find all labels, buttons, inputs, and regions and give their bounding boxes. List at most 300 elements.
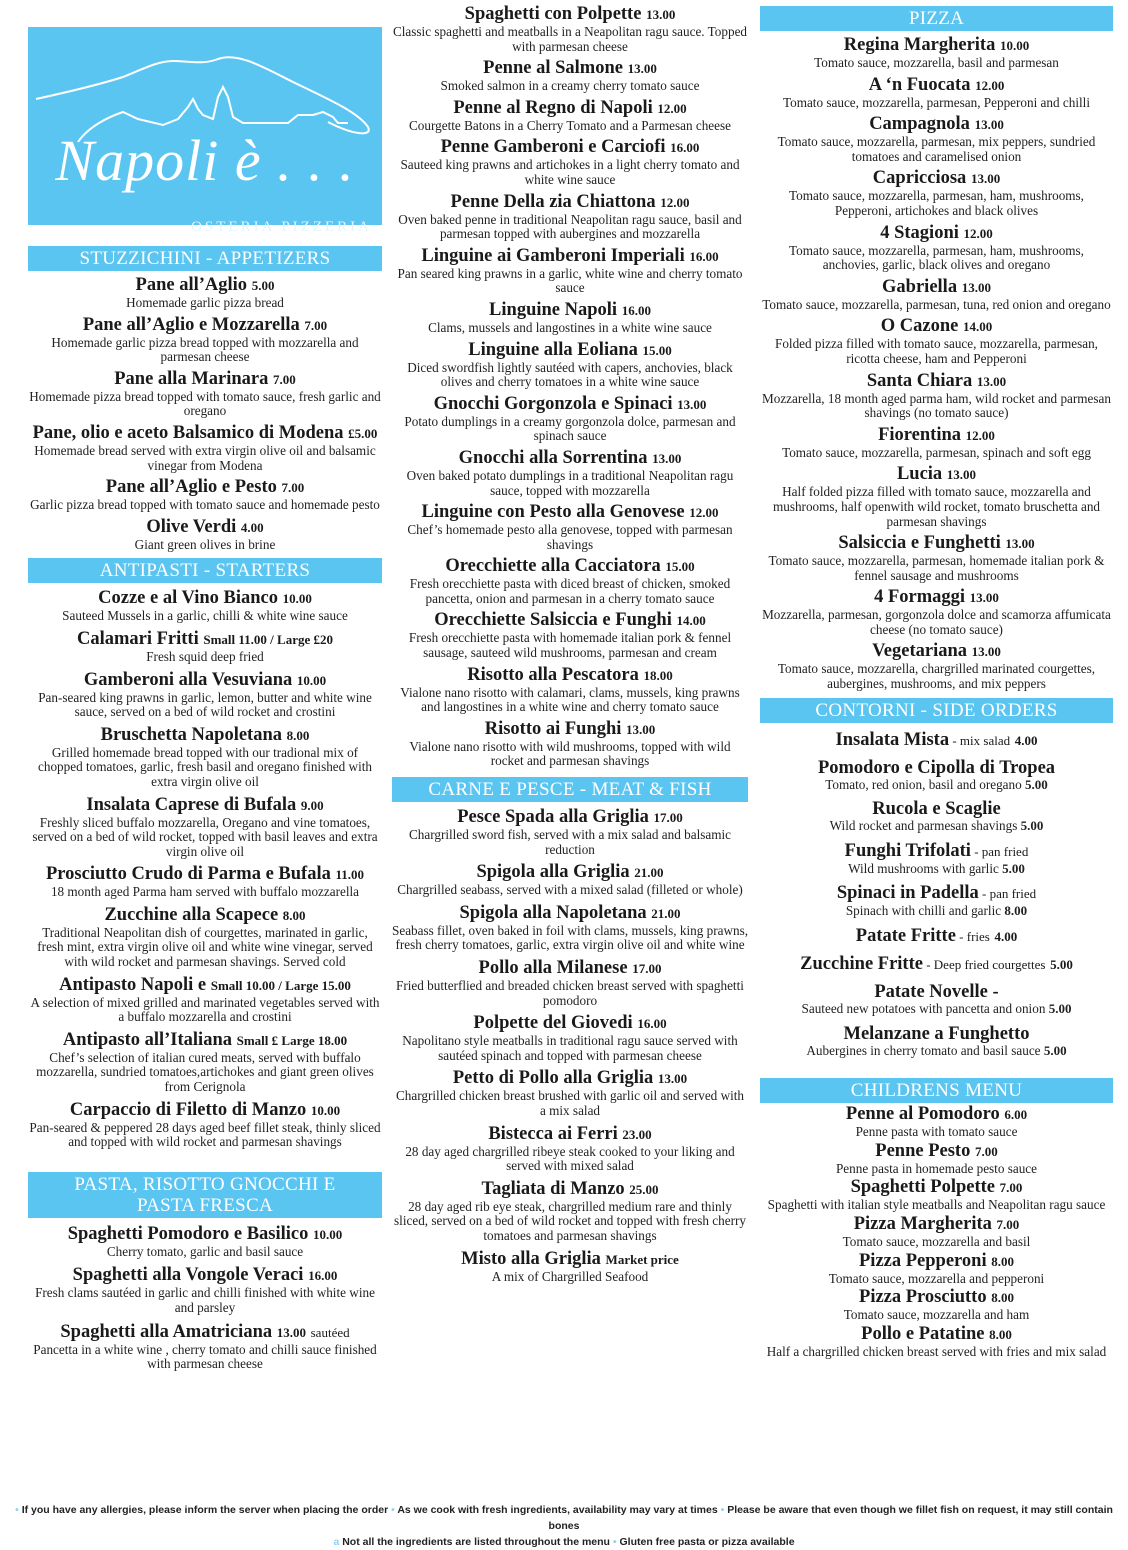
menu-item-title xyxy=(760,758,1113,778)
menu-item-title xyxy=(760,168,1113,189)
dish-name: 4 Stagioni xyxy=(880,222,959,243)
dish-price: 13.00 xyxy=(276,1324,306,1340)
menu-item-title xyxy=(392,98,748,119)
dish-price: 16.00 xyxy=(689,248,719,264)
dish-name: Risotto ai Funghi xyxy=(484,718,622,739)
menu-item xyxy=(28,725,382,790)
dish-description: Cherry tomato, garlic and basil sauce xyxy=(106,1243,304,1259)
dish-name: Penne al Pomodoro xyxy=(845,1104,1000,1125)
dish-extra: sautéed xyxy=(310,1324,350,1340)
dish-description: Smoked salmon in a creamy cherry tomato sauce xyxy=(440,78,700,94)
menu-item-title xyxy=(392,300,748,321)
dish-name: Linguine con Pesto alla Genovese xyxy=(421,502,685,523)
menu-item-title xyxy=(760,641,1113,662)
menu-item xyxy=(392,903,748,953)
section-header-starters: ANTIPASTI - STARTERS xyxy=(28,558,382,583)
menu-item xyxy=(760,982,1113,1017)
menu-item-title xyxy=(28,975,382,996)
dish-name: A ‘n Fuocata xyxy=(868,74,971,95)
dish-price: Small £ Large 18.00 xyxy=(236,1032,348,1048)
section-header-pizza: PIZZA xyxy=(760,6,1113,31)
menu-item-title xyxy=(392,610,748,631)
menu-item xyxy=(760,758,1113,793)
dish-description: Chef’s selection of italian cured meats, served with buffalo mozzarella, sundried tomatoes,artichokes and giant green olives from Cerignola xyxy=(36,1049,374,1095)
menu-item xyxy=(392,1013,748,1063)
dish-description: Pan-seared & peppered 28 days aged beef fillet steak, thinly sliced and topped with wild rocket and parmesan shavings xyxy=(29,1119,381,1150)
section-header-children: CHILDRENS MENU xyxy=(760,1078,1113,1103)
menu-item xyxy=(760,371,1113,421)
menu-item xyxy=(760,533,1113,583)
dish-name: Pane all’Aglio xyxy=(135,275,248,295)
dish-price: 13.00 xyxy=(946,467,977,483)
dish-name: Campagnola xyxy=(869,114,970,135)
menu-item xyxy=(392,1124,748,1174)
dish-description: Pancetta in a white wine , cherry tomato and chilli sauce finished with parmesan cheese xyxy=(33,1341,377,1372)
dish-description: 28 day aged chargrilled ribeye steak cooked to your liking and served with mixed salad xyxy=(405,1143,735,1174)
dish-price: 10.00 xyxy=(999,38,1030,53)
dish-description: Tomato sauce, mozzarella, parmesan, homemade italian pork & fennel sausage and mushrooms xyxy=(768,553,1105,583)
dish-description: Homemade bread served with extra virgin olive oil and balsamic vinegar from Modena xyxy=(34,442,376,473)
menu-item-title xyxy=(28,275,382,296)
dish-name: Prosciutto Crudo di Parma e Bufala xyxy=(45,864,331,885)
menu-item xyxy=(28,975,382,1025)
dish-price: 16.00 xyxy=(670,140,700,156)
dish-price: 4.00 xyxy=(994,929,1018,945)
dish-description: Seabass fillet, oven baked in foil with clams, mussels, king prawns, fresh cherry tomatoes, garlic, extra virgin olive oil and white wine xyxy=(392,922,749,953)
dish-name: Patate Novelle - xyxy=(874,982,999,1003)
pasta-header-line2: PASTA FRESCA xyxy=(136,1194,274,1216)
dish-description: Half a chargrilled chicken breast served with fries and mix salad xyxy=(766,1343,1107,1359)
dish-price: 5.00 xyxy=(1050,957,1073,973)
dish-name: Regina Margherita xyxy=(843,35,996,55)
dish-price: 8.00 xyxy=(989,1326,1012,1342)
vesuvius-skyline-icon xyxy=(28,27,382,225)
appetizers-list xyxy=(28,275,382,552)
dish-name: Orecchiette alla Cacciatora xyxy=(445,556,661,577)
dish-description: Tomato sauce, mozzarella and ham xyxy=(843,1307,1030,1323)
menu-item-title xyxy=(392,394,748,415)
dish-description: Tomato sauce, mozzarella, parmesan, ham, mushrooms, anchovies, garlic, black olives and oregano xyxy=(789,242,1084,273)
menu-item xyxy=(760,277,1113,313)
dish-name: Antipasto Napoli e xyxy=(59,974,207,995)
menu-item xyxy=(392,58,748,94)
dish-name: Polpette del Giovedi xyxy=(473,1013,633,1034)
dish-price: 13.00 xyxy=(974,117,1004,133)
dish-price: 21.00 xyxy=(634,865,664,881)
dish-price: 7.00 xyxy=(281,480,305,496)
dish-price: £5.00 xyxy=(348,425,378,441)
dish-price: 12.00 xyxy=(660,194,690,210)
dish-note: - fries xyxy=(955,929,990,945)
dish-description: Folded pizza filled with tomato sauce, mozzarella, parmesan, ricotta cheese, ham and Pepperoni xyxy=(775,336,1098,366)
dish-name: Linguine Napoli xyxy=(489,299,618,320)
dish-description: Giant green olives in brine xyxy=(134,536,276,552)
dish-price: 23.00 xyxy=(622,1126,652,1142)
dish-name: Pane, olio e aceto Balsamico di Modena xyxy=(32,422,344,443)
dish-price: 13.00 xyxy=(971,644,1001,660)
section-header-appetizers: STUZZICHINI - APPETIZERS xyxy=(28,246,382,271)
menu-column-middle xyxy=(392,0,748,1284)
dish-name: Spigola alla Napoletana xyxy=(459,902,647,923)
menu-item-title xyxy=(760,223,1113,244)
dish-name: Penne al Regno di Napoli xyxy=(453,97,653,118)
dish-name: Petto di Pollo alla Griglia xyxy=(452,1068,654,1089)
menu-item xyxy=(760,587,1113,637)
menu-item xyxy=(28,1030,382,1095)
dish-description: Fresh clams sautéed in garlic and chilli finished with white wine and parsley xyxy=(35,1285,375,1315)
menu-item-title xyxy=(392,340,748,361)
dish-name: Lucia xyxy=(896,464,943,485)
menu-item-title xyxy=(392,1179,748,1200)
dish-name: Linguine alla Eoliana xyxy=(468,339,638,360)
menu-item-title xyxy=(392,246,748,267)
menu-item-title xyxy=(760,730,1113,751)
menu-item-title xyxy=(28,423,382,444)
menu-item xyxy=(392,300,748,336)
menu-item-title xyxy=(392,719,748,740)
pasta-list-part1 xyxy=(28,1224,382,1372)
dish-description: Penne pasta in homemade pesto sauce xyxy=(835,1160,1038,1176)
dish-price: 5.00 xyxy=(251,278,275,293)
menu-item-title xyxy=(760,1287,1113,1308)
menu-item xyxy=(392,1179,748,1244)
menu-item-title xyxy=(392,665,748,686)
dish-price: 7.00 xyxy=(304,317,328,333)
menu-item xyxy=(760,1177,1113,1213)
footer-note: As we cook with fresh ingredients, availability may vary at times xyxy=(397,1504,718,1516)
menu-item xyxy=(760,1251,1113,1287)
menu-item xyxy=(760,1324,1113,1360)
menu-item xyxy=(760,799,1113,834)
dish-name: Penne Della zia Chiattona xyxy=(450,191,656,212)
menu-item-title xyxy=(28,477,382,498)
menu-item-title xyxy=(28,795,382,816)
menu-item xyxy=(760,1104,1113,1140)
dish-description: 18 month aged Parma ham served with buffalo mozzarella xyxy=(50,884,360,900)
menu-item xyxy=(760,35,1113,71)
dish-price: 25.00 xyxy=(629,1181,659,1197)
dish-description: Mozzarella, parmesan, gorgonzola dolce and scamorza affumicata cheese (no tomato sauce) xyxy=(762,607,1111,637)
menu-item-title xyxy=(392,1013,748,1034)
menu-item-title xyxy=(760,464,1113,485)
dish-price: Small 11.00 / Large £20 xyxy=(203,631,333,647)
dish-price: 12.00 xyxy=(689,505,719,521)
dish-description: Classic spaghetti and meatballs in a Neapolitan ragu sauce. Topped with parmesan cheese xyxy=(392,24,748,54)
dish-price: 5.00 xyxy=(1048,1001,1072,1017)
menu-item xyxy=(760,883,1113,919)
dish-name: Bistecca ai Ferri xyxy=(488,1123,618,1144)
menu-item xyxy=(392,448,748,498)
dish-price: 17.00 xyxy=(632,961,662,976)
dish-name: Pizza Margherita xyxy=(853,1214,992,1234)
dish-price: 7.00 xyxy=(974,1143,998,1159)
dish-name: Cozze e al Vino Bianco xyxy=(98,588,278,609)
menu-item xyxy=(392,556,748,606)
restaurant-name: Napoli è . . . xyxy=(55,128,355,193)
menu-item-title xyxy=(392,556,748,577)
menu-item-title xyxy=(28,1100,382,1121)
dish-price: 5.00 xyxy=(1025,776,1048,792)
menu-item-title xyxy=(28,369,382,390)
menu-item xyxy=(760,1287,1113,1323)
dish-description: Pan-seared king prawns in garlic, lemon, butter and white wine sauce, served on a bed of wild rocket and crostini xyxy=(38,689,372,720)
dish-price: 10.00 xyxy=(296,672,327,688)
menu-item-title xyxy=(760,1214,1113,1235)
menu-item xyxy=(392,394,748,444)
menu-item xyxy=(760,1214,1113,1250)
menu-item xyxy=(392,246,748,296)
dish-description: Tomato sauce, mozzarella, chargrilled marinated courgettes, aubergines, mushrooms, and mix peppers xyxy=(777,661,1096,692)
menu-item-title xyxy=(392,502,748,523)
dish-description: Fried butterflied and breaded chicken breast served with spaghetti pomodoro xyxy=(396,978,744,1008)
dish-price: 18.00 xyxy=(643,667,673,683)
menu-item xyxy=(28,864,382,900)
menu-item xyxy=(392,958,748,1008)
menu-item-title xyxy=(760,316,1113,337)
dish-note: - pan fried xyxy=(978,886,1037,902)
restaurant-subtitle: OSTERIA PIZZERIA xyxy=(191,219,372,235)
menu-item-title xyxy=(760,883,1113,904)
menu-item-title xyxy=(28,629,382,650)
dish-name: Salsiccia e Funghetti xyxy=(838,533,1001,554)
dish-price: 13.00 xyxy=(652,450,682,466)
dish-name: Rucola e Scaglie xyxy=(872,799,1001,820)
dish-description: Fresh squid deep fried xyxy=(146,648,264,664)
menu-item xyxy=(28,1100,382,1150)
dish-price: 8.00 xyxy=(282,907,306,923)
dish-description: Oven baked penne in traditional Neapolitan ragu sauce, basil and parmesan topped with aubergines and mozzarella xyxy=(398,211,742,242)
bullet-icon: • xyxy=(15,1504,19,1516)
dish-name: Spaghetti alla Amatriciana xyxy=(60,1321,273,1342)
menu-item xyxy=(28,315,382,365)
dish-name: Santa Chiara xyxy=(866,370,973,391)
dish-name: Penne Pesto xyxy=(875,1140,971,1161)
dish-name: Funghi Trifolati xyxy=(844,840,971,861)
dish-name: O Cazone xyxy=(880,316,959,337)
dish-name: Antipasto all’Italiana xyxy=(62,1029,232,1050)
footer-note: Not all the ingredients are listed throughout the menu xyxy=(342,1536,610,1548)
dish-price: 17.00 xyxy=(653,810,683,826)
menu-item-title xyxy=(760,1141,1113,1162)
dish-name: Pollo e Patatine xyxy=(861,1323,985,1344)
menu-item xyxy=(28,629,382,665)
dish-price: 13.00 xyxy=(976,373,1007,389)
dish-name: Patate Fritte xyxy=(855,926,956,947)
dish-description: Tomato sauce, mozzarella, parmesan, ham, mushrooms, Pepperoni, artichokes and black olives xyxy=(789,188,1084,218)
dish-price: 7.00 xyxy=(996,1217,1020,1232)
dish-price: 8.00 xyxy=(286,727,310,743)
dish-description: Napolitano style meatballs in traditional ragu sauce served with sautéed spinach and topped with parmesan cheese xyxy=(402,1033,738,1063)
dish-price: 15.00 xyxy=(642,342,672,358)
dish-description: Tomato, red onion, basil and oregano 5.00 xyxy=(825,776,1048,792)
dish-price: 16.00 xyxy=(308,1268,338,1284)
dish-price: 13.00 xyxy=(970,171,1001,187)
menu-item xyxy=(28,1322,382,1372)
dish-name: Penne Gamberoni e Carciofi xyxy=(440,137,666,158)
dish-name: Gnocchi Gorgonzola e Spinaci xyxy=(433,393,673,414)
dish-description: Vialone nano risotto with wild mushrooms, topped with wild rocket and parmesan shavings xyxy=(409,738,731,769)
menu-item-title xyxy=(760,1177,1113,1198)
dish-description: Chargrilled chicken breast brushed with garlic oil and served with a mix salad xyxy=(395,1088,745,1118)
menu-item-title xyxy=(760,926,1113,947)
menu-item xyxy=(392,1249,748,1285)
menu-item-title xyxy=(392,903,748,924)
menu-item xyxy=(392,340,748,390)
bullet-icon: • xyxy=(612,1536,617,1548)
dish-name: Calamari Fritti xyxy=(76,628,199,649)
dish-description: Diced swordfish lightly sautéed with capers, anchovies, black olives and cherry tomatoes in a white wine sauce xyxy=(407,359,733,390)
menu-item xyxy=(392,862,748,898)
menu-item-title xyxy=(28,725,382,746)
dish-name: Misto alla Griglia xyxy=(461,1248,601,1269)
menu-item xyxy=(28,1224,382,1260)
section-header-sides: CONTORNI - SIDE ORDERS xyxy=(760,698,1113,723)
pasta-list-part2 xyxy=(392,4,748,769)
menu-item-title xyxy=(760,799,1113,819)
menu-item-title xyxy=(760,587,1113,608)
pasta-header-line1: PASTA, RISOTTO GNOCCHI E xyxy=(74,1173,336,1195)
menu-item-title xyxy=(28,905,382,926)
dish-price: 15.00 xyxy=(665,559,695,575)
menu-column-left xyxy=(28,0,382,1372)
dish-name: Pomodoro e Cipolla di Tropea xyxy=(817,757,1056,778)
menu-item-title xyxy=(760,1024,1113,1044)
dish-price: 8.00 xyxy=(991,1253,1014,1269)
dish-price: 21.00 xyxy=(651,905,681,921)
dish-description: Freshly sliced buffalo mozzarella, Oregano and vine tomatoes, served on a bed of wild rocket, topped with basil leaves and extra virgin olive oil xyxy=(32,814,378,859)
bullet-icon: • xyxy=(720,1504,725,1516)
dish-name: Carpaccio di Filetto di Manzo xyxy=(69,1099,307,1120)
dish-description: Penne pasta with tomato sauce xyxy=(855,1124,1018,1140)
dish-price: 13.00 xyxy=(961,279,991,295)
dish-price: 4.00 xyxy=(1014,732,1038,748)
restaurant-logo xyxy=(28,27,382,235)
section-header-pasta xyxy=(28,1172,382,1218)
dish-price: Market price xyxy=(605,1251,679,1267)
dish-name: Spinaci in Padella xyxy=(836,883,979,904)
dish-name: Pizza Pepperoni xyxy=(859,1250,987,1271)
dish-price: 14.00 xyxy=(676,613,706,629)
menu-item-title xyxy=(392,1068,748,1089)
dish-name: Gnocchi alla Sorrentina xyxy=(458,447,648,468)
dish-description: Pan seared king prawns in a garlic, white wine and cherry tomato sauce xyxy=(397,265,743,296)
footer-line-1 xyxy=(0,1502,1128,1534)
menu-item xyxy=(392,4,748,54)
dish-name: Spigola alla Griglia xyxy=(476,862,630,883)
dish-description: Chef’s homemade pesto alla genovese, topped with parmesan shavings xyxy=(407,522,733,552)
menu-item xyxy=(28,369,382,419)
dish-name: Spaghetti alla Vongole Veraci xyxy=(72,1265,304,1286)
dish-description: Fresh orecchiette pasta with diced breast of chicken, smoked pancetta, onion and parmesan in a cherry tomato sauce xyxy=(409,576,731,606)
dish-name: Risotto alla Pescatora xyxy=(467,664,639,685)
dish-description: Grilled homemade bread topped with our tradional mix of chopped tomatoes, garlic, fresh basil and oregano finished with extra virgin olive oil xyxy=(38,744,372,789)
menu-item xyxy=(760,464,1113,529)
menu-item xyxy=(392,665,748,715)
menu-item xyxy=(28,588,382,624)
dish-description: Sauteed king prawns and artichokes in a light cherry tomato and white wine sauce xyxy=(400,157,740,187)
menu-item xyxy=(28,670,382,720)
dish-price: 12.00 xyxy=(975,77,1005,93)
dish-name: Olive Verdi xyxy=(146,516,237,537)
menu-item-title xyxy=(392,958,748,979)
dish-name: Insalata Caprese di Bufala xyxy=(86,794,297,815)
dish-name: Tagliata di Manzo xyxy=(481,1178,625,1199)
dish-name: Spaghetti con Polpette xyxy=(464,4,642,24)
dish-price: 10.00 xyxy=(313,1226,343,1242)
dish-description: Traditional Neapolitan dish of courgettes, marinated in garlic, fresh mint, extra virgin olive oil and white wine vinegar, served with wild rocket and parmesan shavings. Served cold xyxy=(37,924,373,970)
dish-description: Chargrilled sword fish, served with a mix salad and balsamic reduction xyxy=(408,827,732,857)
dish-price: 11.00 xyxy=(335,867,365,883)
dish-note: - Deep fried courgettes xyxy=(922,957,1046,973)
menu-column-right xyxy=(760,0,1113,1359)
dish-description: Tomato sauce, mozzarella and basil xyxy=(842,1234,1031,1249)
dish-description: Wild mushrooms with garlic 5.00 xyxy=(848,860,1025,876)
menu-item-title xyxy=(392,807,748,828)
footer-note: If you have any allergies, please inform the server when placing the order xyxy=(21,1504,389,1516)
pizza-list xyxy=(760,35,1113,692)
dish-description: Spaghetti with italian style meatballs and Neapolitan ragu sauce xyxy=(767,1197,1106,1213)
dish-price: 6.00 xyxy=(1004,1107,1028,1123)
menu-item xyxy=(760,641,1113,691)
dish-note: - pan fried xyxy=(970,843,1029,859)
meat-fish-list xyxy=(392,807,748,1284)
menu-item xyxy=(392,719,748,769)
dish-price: 7.00 xyxy=(999,1180,1023,1196)
dish-description: Tomato sauce, mozzarella, parmesan, mix peppers, sundried tomatoes and caramelised onion xyxy=(777,134,1096,164)
children-list xyxy=(760,1104,1113,1359)
dish-description: Sauteed Mussels in a garlic, chilli & white wine sauce xyxy=(62,608,348,624)
menu-item-title xyxy=(392,58,748,79)
dish-price: 4.00 xyxy=(240,519,264,535)
menu-item xyxy=(760,114,1113,164)
menu-item xyxy=(28,905,382,970)
menu-item xyxy=(392,192,748,242)
dish-description: Sauteed new potatoes with pancetta and onion 5.00 xyxy=(801,1001,1072,1017)
menu-item-title xyxy=(28,670,382,691)
menu-item-title xyxy=(28,1224,382,1245)
menu-item xyxy=(28,1265,382,1315)
menu-item xyxy=(760,168,1113,218)
dish-note: - mix salad xyxy=(949,732,1011,748)
menu-item xyxy=(760,730,1113,751)
menu-item-title xyxy=(392,192,748,213)
menu-item-title xyxy=(392,137,748,158)
menu-item-title xyxy=(760,114,1113,135)
dish-description: Tomato sauce, mozzarella and pepperoni xyxy=(828,1270,1045,1286)
menu-item xyxy=(760,1141,1113,1177)
dish-name: Gamberoni alla Vesuviana xyxy=(83,669,293,690)
dish-description: A selection of mixed grilled and marinated vegetables served with a buffalo mozzarella and crostini xyxy=(30,994,380,1025)
dish-description: 28 day aged rib eye steak, chargrilled medium rare and thinly sliced, served on a bed of wild rocket and topped with fresh cherry tomatoes and parmesan shavings xyxy=(394,1198,746,1243)
dish-price: 5.00 xyxy=(1002,860,1025,876)
dish-name: 4 Formaggi xyxy=(874,587,966,608)
menu-item xyxy=(760,75,1113,111)
menu-item xyxy=(760,425,1113,461)
dish-name: Spaghetti Polpette xyxy=(850,1177,995,1198)
menu-item xyxy=(392,502,748,552)
dish-price: 12.00 xyxy=(965,427,995,443)
dish-description: Tomato sauce, mozzarella, parmesan, spinach and soft egg xyxy=(782,444,1091,460)
dish-price: 8.00 xyxy=(991,1290,1014,1306)
dish-name: Pane all’Aglio e Pesto xyxy=(105,477,277,498)
dish-name: Bruschetta Napoletana xyxy=(100,724,283,745)
sides-list xyxy=(760,730,1113,1059)
dish-name: Zucchine alla Scapece xyxy=(104,904,279,925)
menu-item xyxy=(760,223,1113,273)
menu-item xyxy=(28,275,382,311)
dish-price: 16.00 xyxy=(621,302,651,318)
dish-price: 12.00 xyxy=(657,100,687,116)
